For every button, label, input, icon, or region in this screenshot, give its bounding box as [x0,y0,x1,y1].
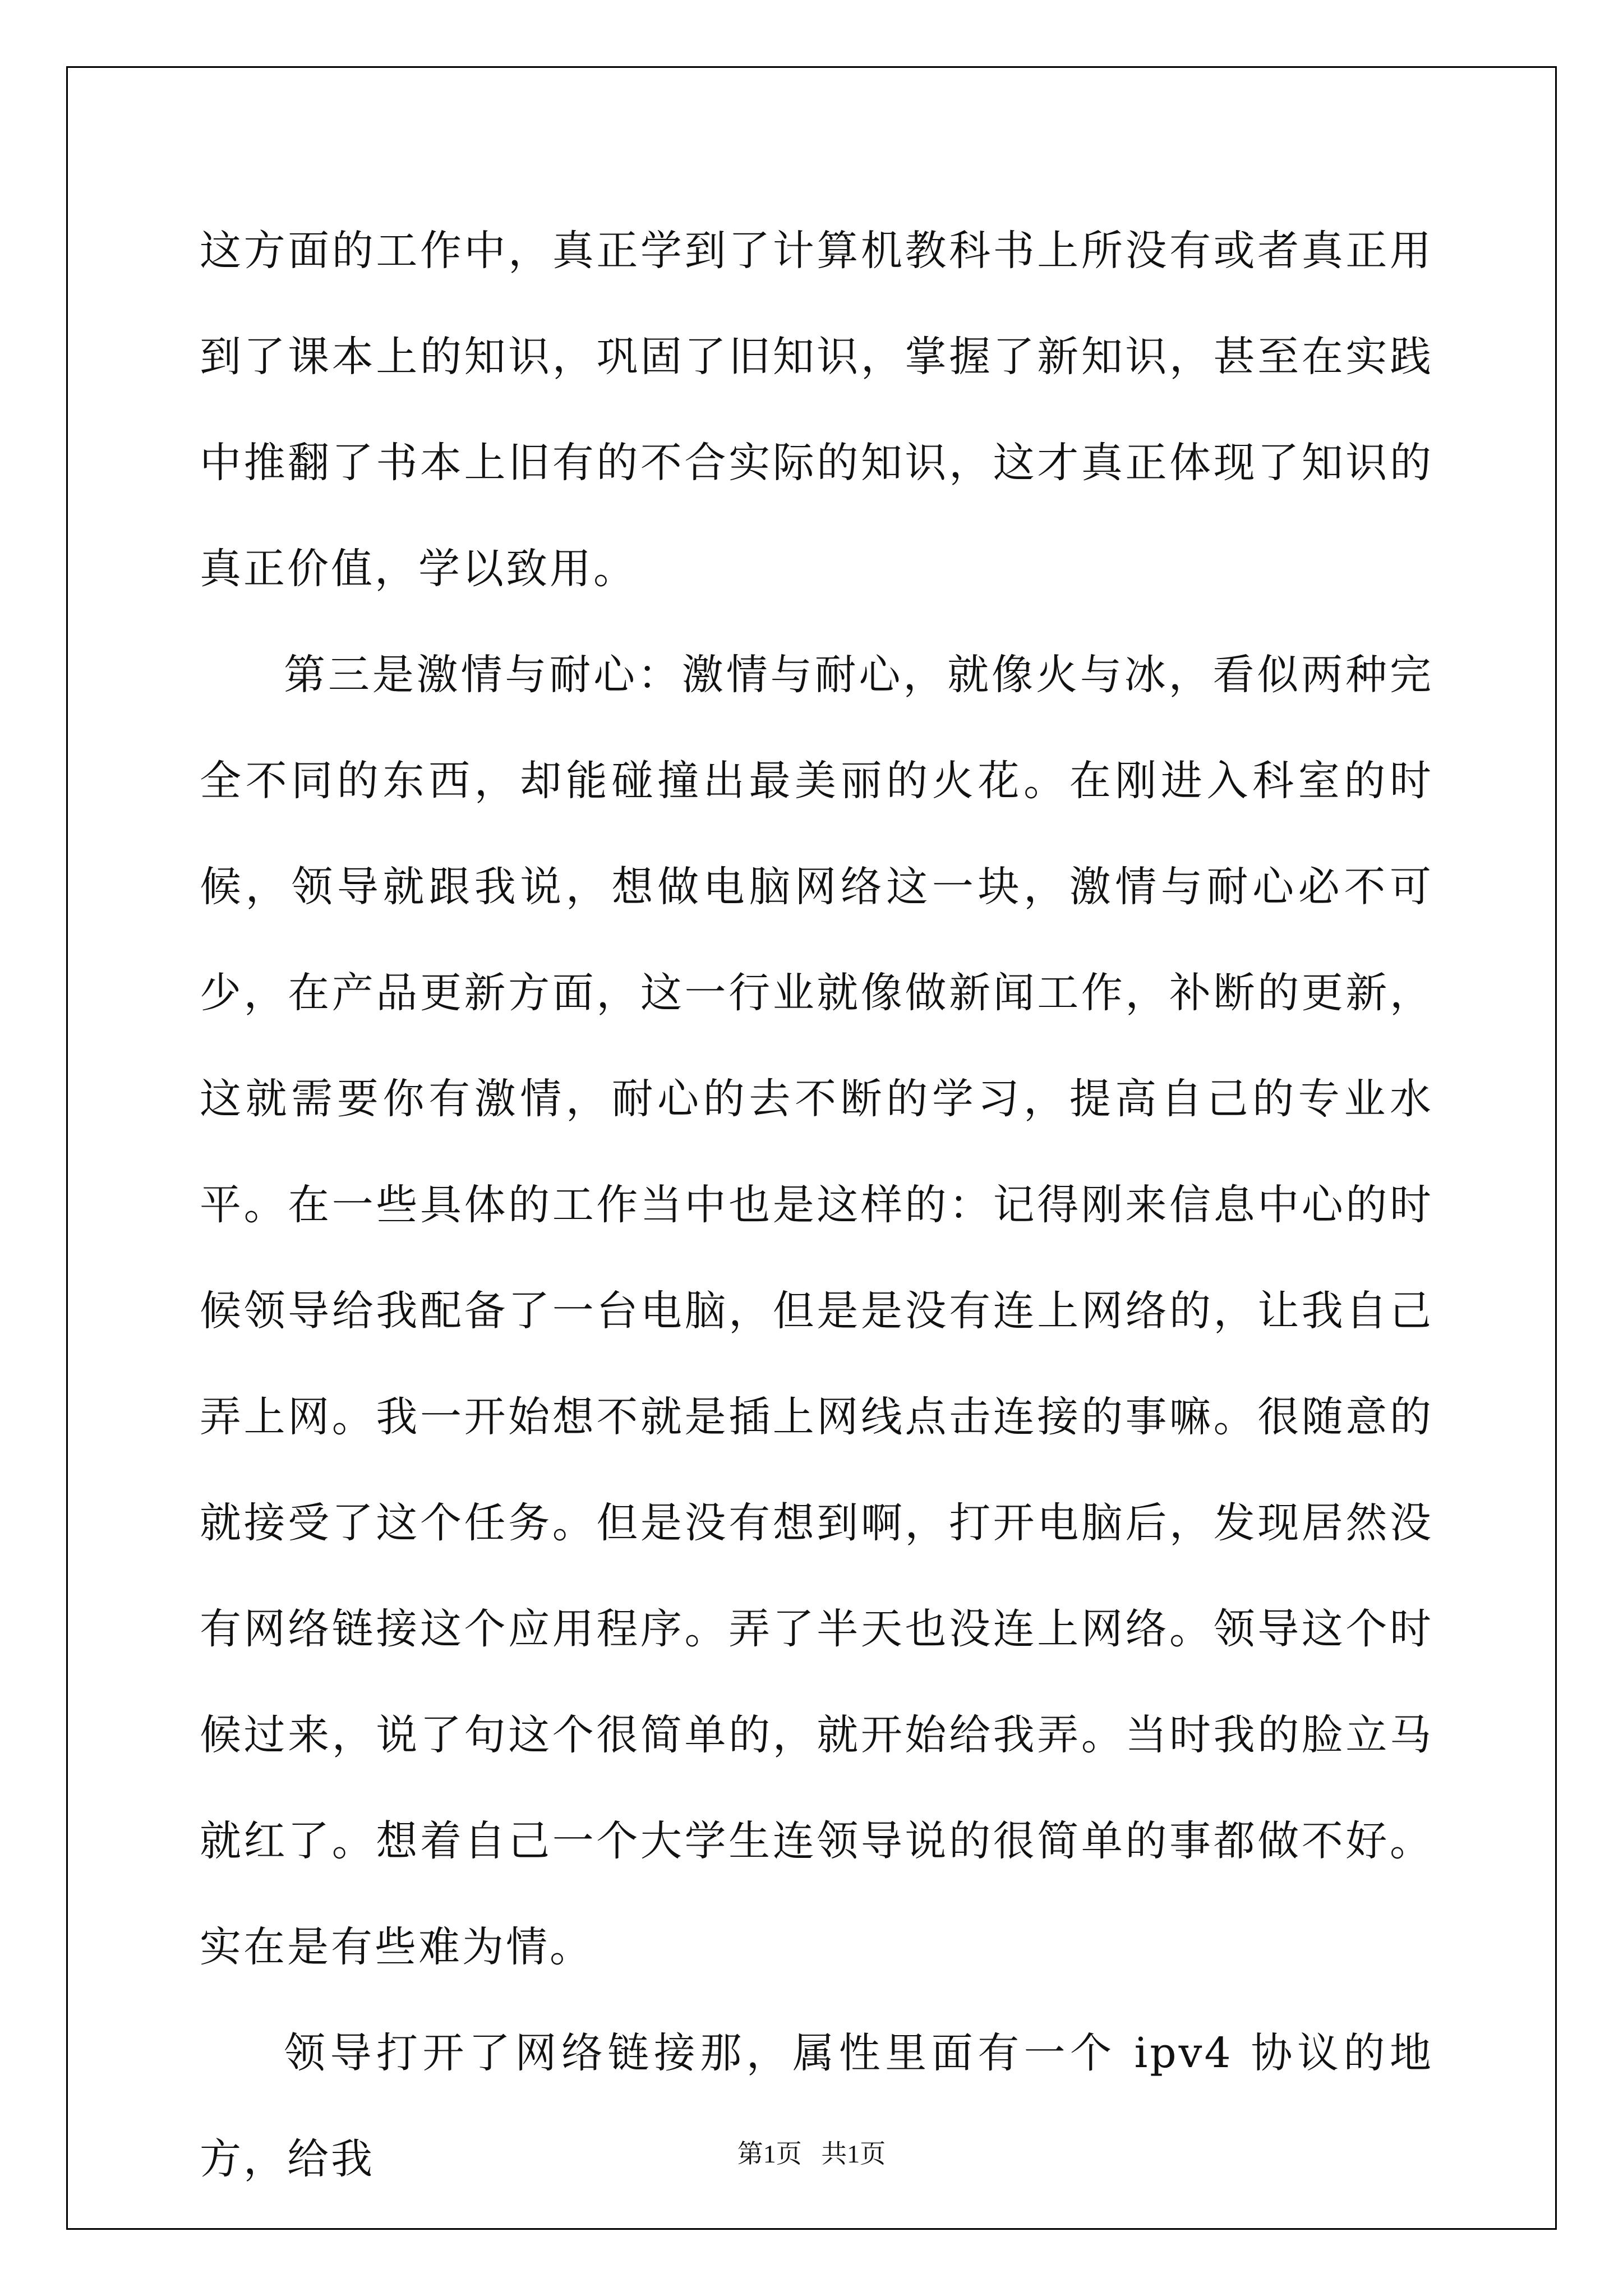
paragraph-1: 这方面的工作中，真正学到了计算机教科书上所没有或者真正用到了课本上的知识，巩固了旧知识，掌握了新知识，甚至在实践中推翻了书本上旧有的不合实际的知识，这才真正体现了知识的真正价值，学以致用。 [200,227,1433,593]
paragraph-2: 第三是激情与耐心：激情与耐心，就像火与冰，看似两种完全不同的东西，却能碰撞出最美丽的火花。在刚进入科室的时候，领导就跟我说，想做电脑网络这一块，激情与耐心必不可少，在产品更新方面，这一行业就像做新闻工作，补断的更新，这就需要你有激情，耐心的去不断的学习，提高自己的专业水平。在一些具体的工作当中也是这样的：记得刚来信息中心的时候领导给我配备了一台电脑，但是是没有连上网络的，让我自己弄上网。我一开始想不就是插上网线点击连接的事嘛。很随意的就接受了这个任务。但是没有想到啊，打开电脑后，发现居然没有网络链接这个应用程序。弄了半天也没连上网络。领导这个时候过来，说了句这个很简单的，就开始给我弄。当时我的脸立马就红了。想着自己一个大学生连领导说的很简单的事都做不好。实在是有些难为情。 [200,651,1433,1971]
page-footer [0,2133,1623,2170]
page-number: 第1页 [737,2139,802,2168]
paragraph-3: 领导打开了网络链接那，属性里面有一个 ipv4 协议的地方，给我 [200,2029,1433,2183]
page-total: 共1页 [821,2139,886,2168]
document-body [200,198,1433,2212]
